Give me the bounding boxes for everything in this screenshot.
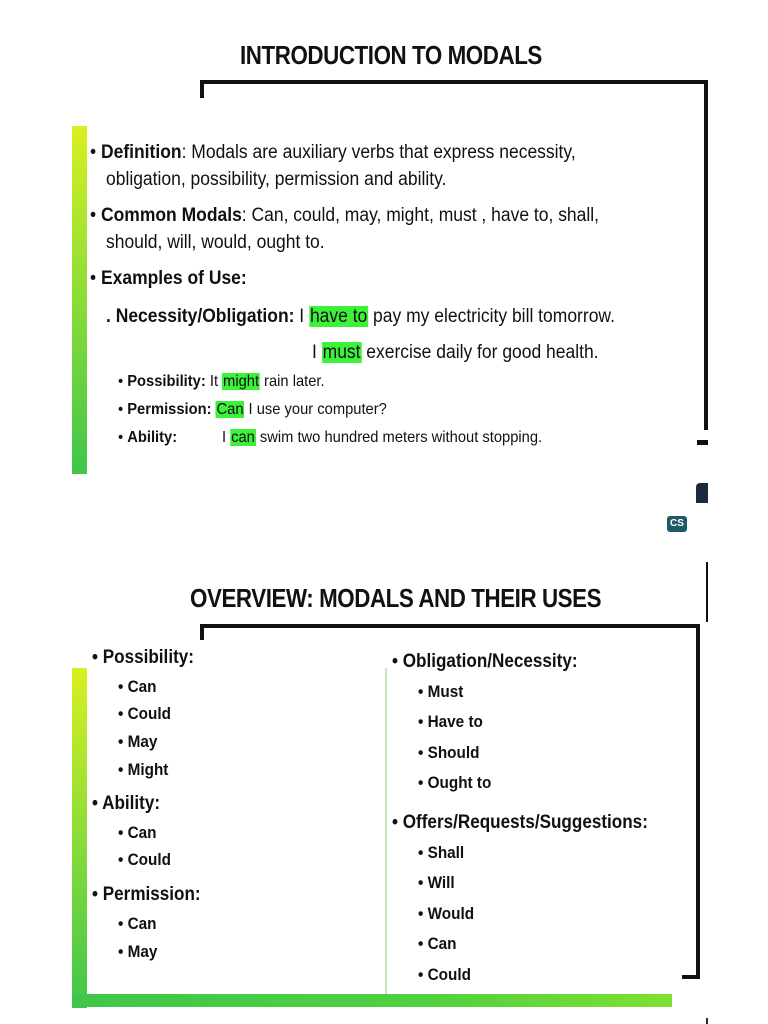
permission-heading: Permission:: [102, 884, 201, 905]
slide2-title: OVERVIEW: MODALS AND THEIR USES: [190, 583, 602, 613]
necessity-line1: [106, 304, 615, 330]
right-item: • Can: [418, 934, 457, 953]
possibility-post: rain later.: [259, 373, 325, 390]
left-item: • May: [118, 732, 158, 751]
item-can: Can: [427, 934, 457, 953]
cs-badge: CS: [667, 516, 687, 532]
slide2-frame-top: [200, 624, 700, 628]
item-could: Could: [127, 704, 171, 723]
ability-pre: I: [222, 429, 231, 446]
modal-might: might: [223, 373, 260, 390]
modal-can-ability: can: [231, 429, 255, 446]
ability-example: [222, 424, 542, 452]
common-line1: • Common Modals: Can, could, may, might, must , have to, shall,: [90, 205, 600, 226]
slide1-green-bar: [72, 126, 87, 474]
item-must: Must: [427, 682, 464, 701]
necessity-ex2-pre: I: [312, 342, 322, 363]
slide2-corner-mark: [706, 1018, 708, 1024]
slide1-frame-top: [200, 80, 708, 84]
item-may: May: [127, 732, 158, 751]
slide2-frame-right-foot: [682, 975, 700, 979]
obligation-heading: Obligation/Necessity:: [402, 651, 578, 672]
slide1-title: INTRODUCTION TO MODALS: [240, 40, 542, 70]
right-item: • Must: [418, 682, 464, 701]
slide1-corner-mark: [696, 483, 708, 503]
ability-post: swim two hundred meters without stopping.: [255, 429, 543, 446]
common-label: Common Modals: [100, 205, 242, 226]
left-item: • Can: [118, 677, 157, 696]
permission-example: • Permission: Can I use your computer?: [118, 401, 387, 418]
examples-heading: • Examples of Use:: [90, 268, 247, 289]
item-have-to: Have to: [427, 712, 483, 731]
slide2-green-bar: [72, 668, 87, 1008]
right-item: • Would: [418, 904, 475, 923]
left-item: • Could: [118, 850, 171, 869]
slide1-frame-mark: [697, 440, 708, 445]
necessity-ex1-post: pay my electricity bill tomorrow.: [368, 306, 615, 327]
necessity-label: . Necessity/Obligation:: [106, 306, 295, 327]
left-heading-possibility: • Possibility:: [92, 647, 194, 668]
modal-have-to: have to: [309, 306, 368, 327]
right-item: • Could: [418, 965, 471, 984]
possibility-example: • Possibility: It might rain later.: [118, 373, 325, 390]
right-item: • Shall: [418, 843, 465, 862]
examples-label: Examples of Use:: [100, 268, 247, 289]
common-line2: should, will, would, ought to.: [106, 232, 325, 253]
common-text: : Can, could, may, might, must , have to, shall,: [241, 205, 600, 226]
column-divider: [385, 668, 387, 994]
right-item: • Will: [418, 873, 455, 892]
necessity-ex2-post: exercise daily for good health.: [361, 342, 599, 363]
item-can: Can: [127, 914, 157, 933]
item-could: Could: [427, 965, 471, 984]
right-item: • Ought to: [418, 773, 492, 792]
slide2-frame-left-tick: [200, 624, 204, 640]
slide2-frame-right: [696, 624, 700, 978]
left-item: • Could: [118, 704, 171, 723]
item-may: May: [127, 942, 158, 961]
left-heading-ability: • Ability:: [92, 793, 161, 814]
definition-line1: • Definition: Modals are auxiliary verbs that express necessity,: [90, 142, 576, 163]
item-can: Can: [127, 677, 157, 696]
ability-heading: Ability:: [102, 793, 161, 814]
possibility-label: Possibility:: [127, 373, 206, 390]
necessity-ex1-pre: I: [299, 306, 310, 327]
right-heading-obligation: • Obligation/Necessity:: [392, 651, 578, 672]
item-could: Could: [127, 850, 171, 869]
slide2-green-bottom: [72, 994, 672, 1007]
modal-must: must: [322, 342, 361, 363]
ability-label: Ability:: [127, 429, 178, 446]
definition-label: Definition: [100, 142, 182, 163]
offers-heading: Offers/Requests/Suggestions:: [402, 812, 648, 833]
slide1-frame-right: [704, 80, 708, 430]
left-item: • Might: [118, 760, 169, 779]
possibility-heading: Possibility:: [102, 647, 194, 668]
item-can: Can: [127, 823, 157, 842]
slide1-right-edge-line: [706, 562, 708, 622]
item-shall: Shall: [427, 843, 465, 862]
definition-line2: obligation, possibility, permission and ability.: [106, 169, 447, 190]
right-item: • Should: [418, 743, 480, 762]
right-heading-offers: • Offers/Requests/Suggestions:: [392, 812, 648, 833]
possibility-pre: It: [205, 373, 223, 390]
left-item: • Can: [118, 914, 157, 933]
left-heading-permission: • Permission:: [92, 884, 201, 905]
modal-can-permission: Can: [216, 401, 244, 418]
necessity-line2: [312, 340, 599, 366]
item-should: Should: [427, 743, 480, 762]
left-item: • May: [118, 942, 158, 961]
definition-text: : Modals are auxiliary verbs that express necessity,: [181, 142, 576, 163]
item-might: Might: [127, 760, 169, 779]
item-ought-to: Ought to: [427, 773, 492, 792]
slide1-frame-left-tick: [200, 80, 204, 98]
left-item: • Can: [118, 823, 157, 842]
item-would: Would: [427, 904, 475, 923]
permission-label: Permission:: [127, 401, 212, 418]
ability-example-label: • Ability:: [118, 429, 178, 446]
item-will: Will: [427, 873, 455, 892]
right-item: • Have to: [418, 712, 483, 731]
permission-post: I use your computer?: [244, 401, 387, 418]
